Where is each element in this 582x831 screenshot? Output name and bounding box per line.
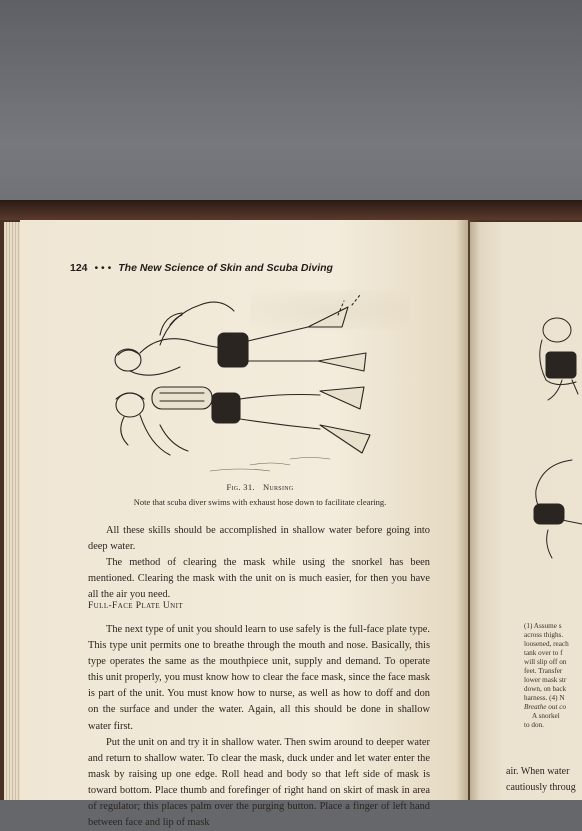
- right-caption-line: down, on back: [524, 685, 567, 693]
- section-heading: Full-Face Plate Unit: [88, 601, 184, 611]
- upper-diver: [115, 295, 366, 375]
- running-head: [70, 262, 430, 274]
- right-diver-top: [540, 318, 578, 400]
- page-number: 124: [70, 262, 88, 274]
- right-caption-line: will slip off on: [524, 658, 567, 666]
- right-caption-line: feet. Transfer: [524, 667, 563, 675]
- right-caption-line: A snorkel: [532, 712, 560, 720]
- right-caption-line: (1) Assume s: [524, 622, 562, 630]
- figure-nursing-illustration: [100, 275, 400, 475]
- book-gutter: [456, 220, 480, 800]
- running-head-dots: • • •: [94, 262, 112, 274]
- paragraph-clearing-mask: The method of clearing the mask while using the snorkel has been mentioned. Clearing the mask with the unit on is much easier, for then you have all the air you need.: [88, 557, 430, 601]
- right-page-illustrations: [512, 290, 582, 590]
- right-caption-line: lower mask str: [524, 676, 567, 684]
- body-text-top: [88, 523, 430, 603]
- right-page-caption: [524, 622, 582, 730]
- right-caption-line: tank over to f: [524, 649, 563, 657]
- right-caption-line: across thighs.: [524, 631, 564, 639]
- right-body-line: cautiously throug: [506, 782, 576, 793]
- figure-note: Note that scuba diver swims with exhaust hose down to facilitate clearing.: [133, 497, 387, 507]
- paragraph-put-unit-on: Put the unit on and try it in shallow water. Then swim around to deeper water and return to shallow water. To clear the mask, duck under and let water enter the mask by raising up one edge. Roll head and body so that left side of mask is toward bottom. Place thumb and forefinger of right hand on skirt of mask in area of regulator; this places palm over the purging button. Place a finger of left hand between face and lip of mask: [88, 736, 430, 829]
- right-page-body-fragment: [506, 764, 582, 796]
- right-caption-line: to don.: [524, 721, 544, 729]
- paragraph-full-face: The next type of unit you should learn to use safely is the full-face plate type. This type unit permits one to breathe through the mouth and nose. Basically, this type operates the same as the mouthpiece unit, supply and demand. To operate this unit properly, you must know how to clear the face mask, since the face mask is part of the unit. You must know how to nurse, as well as how to doff and don on the surface and under the water. Again, all this should be done in shallow water first.: [88, 624, 430, 732]
- right-caption-line: loosened, reach: [524, 640, 569, 648]
- right-caption-line: Breathe out co: [524, 703, 567, 711]
- water-lines: [210, 458, 330, 472]
- right-body-line: air. When water: [506, 766, 570, 777]
- paragraph-skills: All these skills should be accomplished in shallow water before going into deep water.: [88, 525, 430, 553]
- book-top-edge: [0, 200, 582, 220]
- running-head-title: The New Science of Skin and Scuba Diving: [118, 262, 333, 274]
- figure-label: Fig. 31.: [226, 482, 255, 492]
- lower-diver: [116, 387, 370, 455]
- figure-caption: [80, 480, 440, 510]
- right-diver-bottom: [534, 460, 582, 558]
- figure-name: Nursing: [262, 482, 294, 492]
- right-caption-line: harness. (4) N: [524, 694, 565, 702]
